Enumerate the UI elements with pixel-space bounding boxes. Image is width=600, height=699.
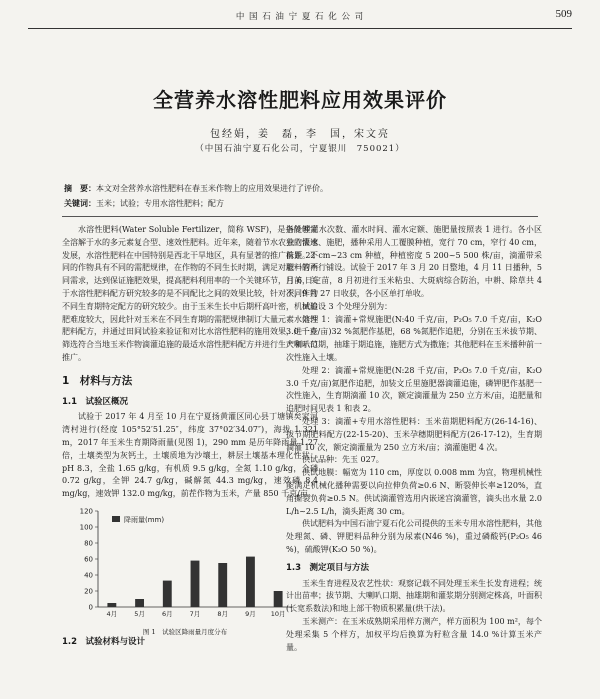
y-tick-label: 60 xyxy=(84,555,93,564)
affiliation: （中国石油宁夏石化公司，宁夏银川 750021） xyxy=(195,144,405,154)
growth-measurement: 玉米生育进程及农艺性状：观察记载不同处理玉米生长发育进程；统计出苗率；拔节期、大喇叭口期、抽雄期和灌浆期分别测定株高，叶面积(长宽系数法)和地上部干物质积累量(烘干法)。 xyxy=(286,578,542,614)
subsection-heading-site: 1.1 试验区概况 xyxy=(62,396,129,407)
site-paragraph: 试验于 2017 年 4 月至 10 月在宁夏扬黄灌区同心县丁塘镇矣家河湾村进行(经度 105°52′51.25″，纬度 37°02′34.07″)，海拔 1 321 m，2017 年玉米生育期降雨量(见图 1)，290 mm 是历年降雨量 1.27 倍，土壤类型为灰钙土，土壤质地为沙壤土，耕层土壤基本理化性状：pH 8.3，全盐 1.65 g/kg，有机质 9.5 g/kg，全氮 1.10 g/kg，全磷 0.72 g/kg，全钾 24.7 g/kg，碱解氮 44.3 mg/kg，速效磷 8.4 mg/kg，速效钾 132.0 mg/kg，前茬作物为玉米，产量 850 千克/亩。 xyxy=(62,412,318,499)
rain-bar xyxy=(135,599,144,607)
subsection-heading-measurements: 1.3 测定项目与方法 xyxy=(286,562,370,573)
y-tick-label: 40 xyxy=(84,571,93,580)
intro-paragraph: 水溶性肥料(Water Soluble Fertilizer，简称 WSF)，是指能够完全溶解于水的多元素复合型、速效性肥料。近年来，随着节水农业的快速发展，水溶性肥料在中国特别是西北干旱地区，具有显著的推广前景。不同的作物具有不同的需肥规律，在作物的不同生长时期，满足对肥料的不同需求，达到保证施肥效果，提高肥料利用率的一个关键环节，目前，关于水溶性肥料配方研究较多的是不同配比之间的效果比较，针对不同作物不同生育期特定配方的研究较少。由于玉米生长中后期杆高叶密，机械追肥难度较大，因此针对玉米在不同生育期的需肥规律制订大量元素水溶性肥料配方，并通过田间试验来验证和对比水溶性肥料的施用效果，进一步筛选符合当地玉米作物滴灌追施的最适水溶性肥料配方并进行生产和示范推广。 xyxy=(62,225,318,362)
abstract-text: 本文对全营养水溶性肥料在春玉米作物上的应用效果进行了评价。 xyxy=(96,184,328,193)
author-list: 包经娟，姜 磊，李 国，宋文亮 xyxy=(210,129,390,140)
treatment-3: 处理 3：滴灌+专用水溶性肥料：玉米苗期肥料配方(26-14-16)、拔节期肥料配方(22-15-20)、玉米孕穗期肥料配方(26-17-12)，生育期滴灌 10 次，额定滴灌量为 250 立方米/亩；滴灌施肥 4 次。 xyxy=(286,416,542,452)
journal-name: 中 国 石 油 宁 夏 石 化 公 司 xyxy=(235,12,365,22)
x-tick-label: 4月 xyxy=(106,609,118,618)
section-heading-materials: 1 材料与方法 xyxy=(62,374,133,387)
rain-bar xyxy=(191,561,200,607)
keywords-text: 玉米；试验；专用水溶性肥料；配方 xyxy=(96,199,224,208)
rain-bar xyxy=(107,603,116,607)
x-tick-label: 6月 xyxy=(161,609,173,618)
variety: 供试品种：先玉 027。 xyxy=(302,455,384,465)
fertilizer-source: 供试肥料为中国石油宁夏石化公司提供的玉米专用水溶性肥料，其他处理氮、磷、钾肥料品种分别为尿素(N46 %)，重过磷酸钙(P₂O₅ 46 %)，硫酸钾(K₂O 50 %)。 xyxy=(286,519,542,554)
divider xyxy=(62,216,538,217)
rain-bar xyxy=(163,581,172,607)
rain-bar xyxy=(246,557,255,607)
x-tick-label: 10月 xyxy=(270,609,286,618)
abstract xyxy=(64,183,534,194)
x-tick-label: 8月 xyxy=(217,609,229,618)
y-tick-label: 0 xyxy=(88,603,93,612)
chart-caption: 图 1 试验区降雨量月度分布 xyxy=(142,627,228,636)
legend-swatch xyxy=(112,516,120,522)
subsection-heading-design: 1.2 试验材料与设计 xyxy=(62,636,146,647)
film-and-drip: 供试地膜：幅宽为 110 cm，厚度以 0.008 mm 为宜，物理机械性能满足机械化播种需要以向拉伸负荷≥0.6 N、断裂伸长率≥120%，直角撕裂负荷≥0.5 N。供试滴灌管选用内嵌迷宫滴灌管，滴头出水量 2.0 L/h~2.5 L/h，滴头距离 30 cm。 xyxy=(286,468,542,516)
abstract-label: 摘 要： xyxy=(64,184,96,193)
y-tick-label: 120 xyxy=(79,507,93,516)
legend-label: 降雨量(mm) xyxy=(124,515,165,524)
right-paragraph-2: 试验设 3 个处理分别为： xyxy=(302,301,393,311)
treatment-1: 处理 1：滴灌+常规施肥(N:40 千克/亩，P₂O₅ 7.0 千克/亩，K₂O 3.0 千克/亩)32 %氮肥作基肥，68 %氮肥作追肥，分别在玉米拔节期、大喇叭口期，抽雄于期追施，施肥方式为撒施；其他肥料在玉米播种前一次性施入土壤。 xyxy=(286,314,542,362)
x-tick-label: 9月 xyxy=(245,609,256,618)
y-tick-label: 20 xyxy=(84,587,93,596)
right-paragraph-1: 各处理灌水次数、灌水时间、灌水定额、施肥量按照表 1 进行。各小区独立灌水、施肥，播种采用人工覆膜种植，宽行 70 cm，窄行 40 cm，株距 22 cm~23 cm 种植，种植密度 5 200~5 500 株/亩，滴灌带采取一管两行铺设。试验于 2017 年 3 月 20 日整地，4 月 11 日播种，5 月 6 日定苗，8 月初进行玉米粘虫、大斑病综合防治，中耕、除草共 4 次，9 月 27 日收获，各小区单打单收。 xyxy=(286,225,542,298)
rainfall-chart xyxy=(70,503,300,636)
rain-bar xyxy=(274,591,283,607)
x-tick-label: 5月 xyxy=(134,609,145,618)
keywords-label: 关键词： xyxy=(64,199,96,208)
rainfall-chart-svg xyxy=(70,503,300,623)
y-tick-label: 80 xyxy=(84,539,93,548)
keywords xyxy=(64,198,534,209)
treatment-2: 处理 2：滴灌+常规施肥(N:28 千克/亩，P₂O₅ 7.0 千克/亩，K₂O 3.0 千克/亩)氮肥作追肥，加装文丘里施肥器滴灌追施，磷钾肥作基肥一次性施入，生育期滴灌 10 次，额定滴灌量为 250 立方米/亩，追肥量和追肥时间见表 1 和表 2。 xyxy=(286,365,542,414)
page-number: 509 xyxy=(555,8,572,20)
y-tick-label: 100 xyxy=(79,523,93,532)
yield-measurement: 玉米测产：在玉米成熟期采用样方测产，样方面积为 100 m²，每个处理采集 5 个样方，加权平均后换算为籽粒含量 14.0 %计算玉米产量。 xyxy=(286,616,542,652)
rain-bar xyxy=(218,563,227,607)
article-title: 全营养水溶性肥料应用效果评价 xyxy=(153,88,447,112)
page-header xyxy=(28,6,572,29)
left-column xyxy=(62,224,318,652)
right-column xyxy=(286,224,542,654)
x-tick-label: 7月 xyxy=(189,609,201,618)
